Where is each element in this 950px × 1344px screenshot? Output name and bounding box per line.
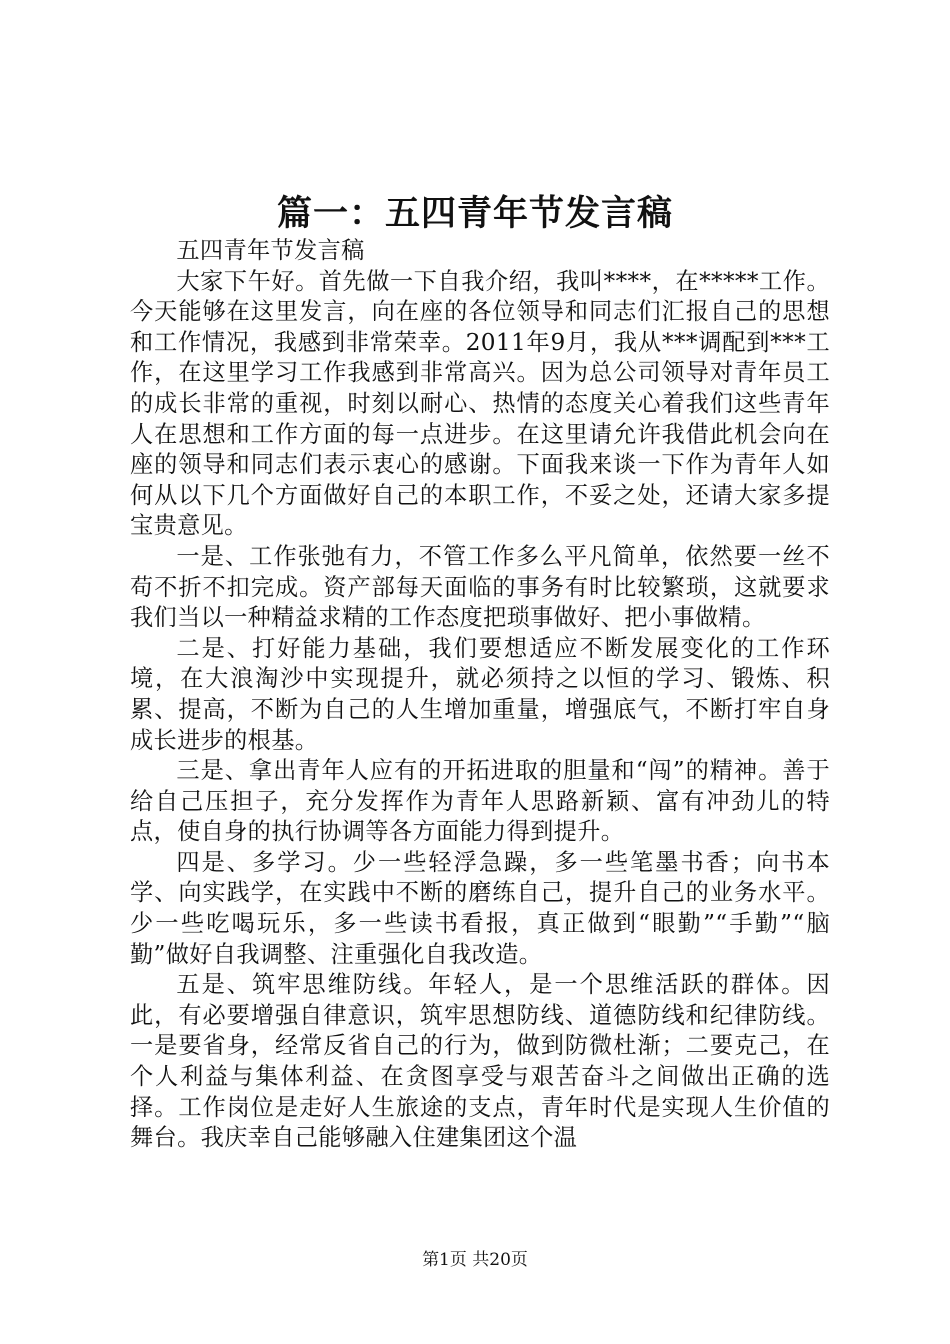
- paragraph-point-one: 一是、工作张弛有力，不管工作多么平凡简单，依然要一丝不苟不折不扣完成。资产部每天面临的事务有时比较繁琐，这就要求我们当以一种精益求精的工作态度把琐事做好、把小事做精。: [130, 542, 830, 632]
- paragraph-point-five: 五是、筑牢思维防线。年轻人，是一个思维活跃的群体。因此，有必要增强自律意识，筑牢思想防线、道德防线和纪律防线。一是要省身，经常反省自己的行为，做到防微杜渐；二要克己，在个人利益与集体利益、在贪图享受与艰苦奋斗之间做出正确的选择。工作岗位是走好人生旅途的支点，青年时代是实现人生价值的舞台。我庆幸自己能够融入住建集团这个温: [130, 971, 830, 1152]
- paragraph-point-four: 四是、多学习。少一些轻浮急躁，多一些笔墨书香；向书本学、向实践学，在实践中不断的磨练自己，提升自己的业务水平。少一些吃喝玩乐，多一些读书看报，真正做到“眼勤”“手勤”“脑勤”做好自我调整、注重强化自我改造。: [130, 848, 830, 968]
- paragraph-introduction: 大家下午好。首先做一下自我介绍，我叫****，在*****工作。今天能够在这里发言，向在座的各位领导和同志们汇报自己的思想和工作情况，我感到非常荣幸。2011年9月，我从***调配到***工作，在这里学习工作我感到非常高兴。因为总公司领导对青年员工的成长非常的重视，时刻以耐心、热情的态度关心着我们这些青年人在思想和工作方面的每一点进步。在这里请允许我借此机会向在座的领导和同志们表示衷心的感谢。下面我来谈一下作为青年人如何从以下几个方面做好自己的本职工作，不妥之处，还请大家多提宝贵意见。: [130, 267, 830, 540]
- paragraph-point-three: 三是、拿出青年人应有的开拓进取的胆量和“闯”的精神。善于给自己压担子，充分发挥作为青年人思路新颖、富有冲劲儿的特点，使自身的执行协调等各方面能力得到提升。: [130, 757, 830, 846]
- document-title: 篇一：五四青年节发言稿: [276, 193, 673, 234]
- page-footer: 第1页 共20页: [422, 1250, 528, 1270]
- paragraph-subtitle: 五四青年节发言稿: [176, 237, 365, 264]
- document-body: [130, 236, 830, 1154]
- paragraph-point-two: 二是、打好能力基础，我们要想适应不断发展变化的工作环境，在大浪淘沙中实现提升，就必须持之以恒的学习、锻炼、积累、提高，不断为自己的人生增加重量，增强底气，不断打牢自身成长进步的根基。: [130, 634, 830, 754]
